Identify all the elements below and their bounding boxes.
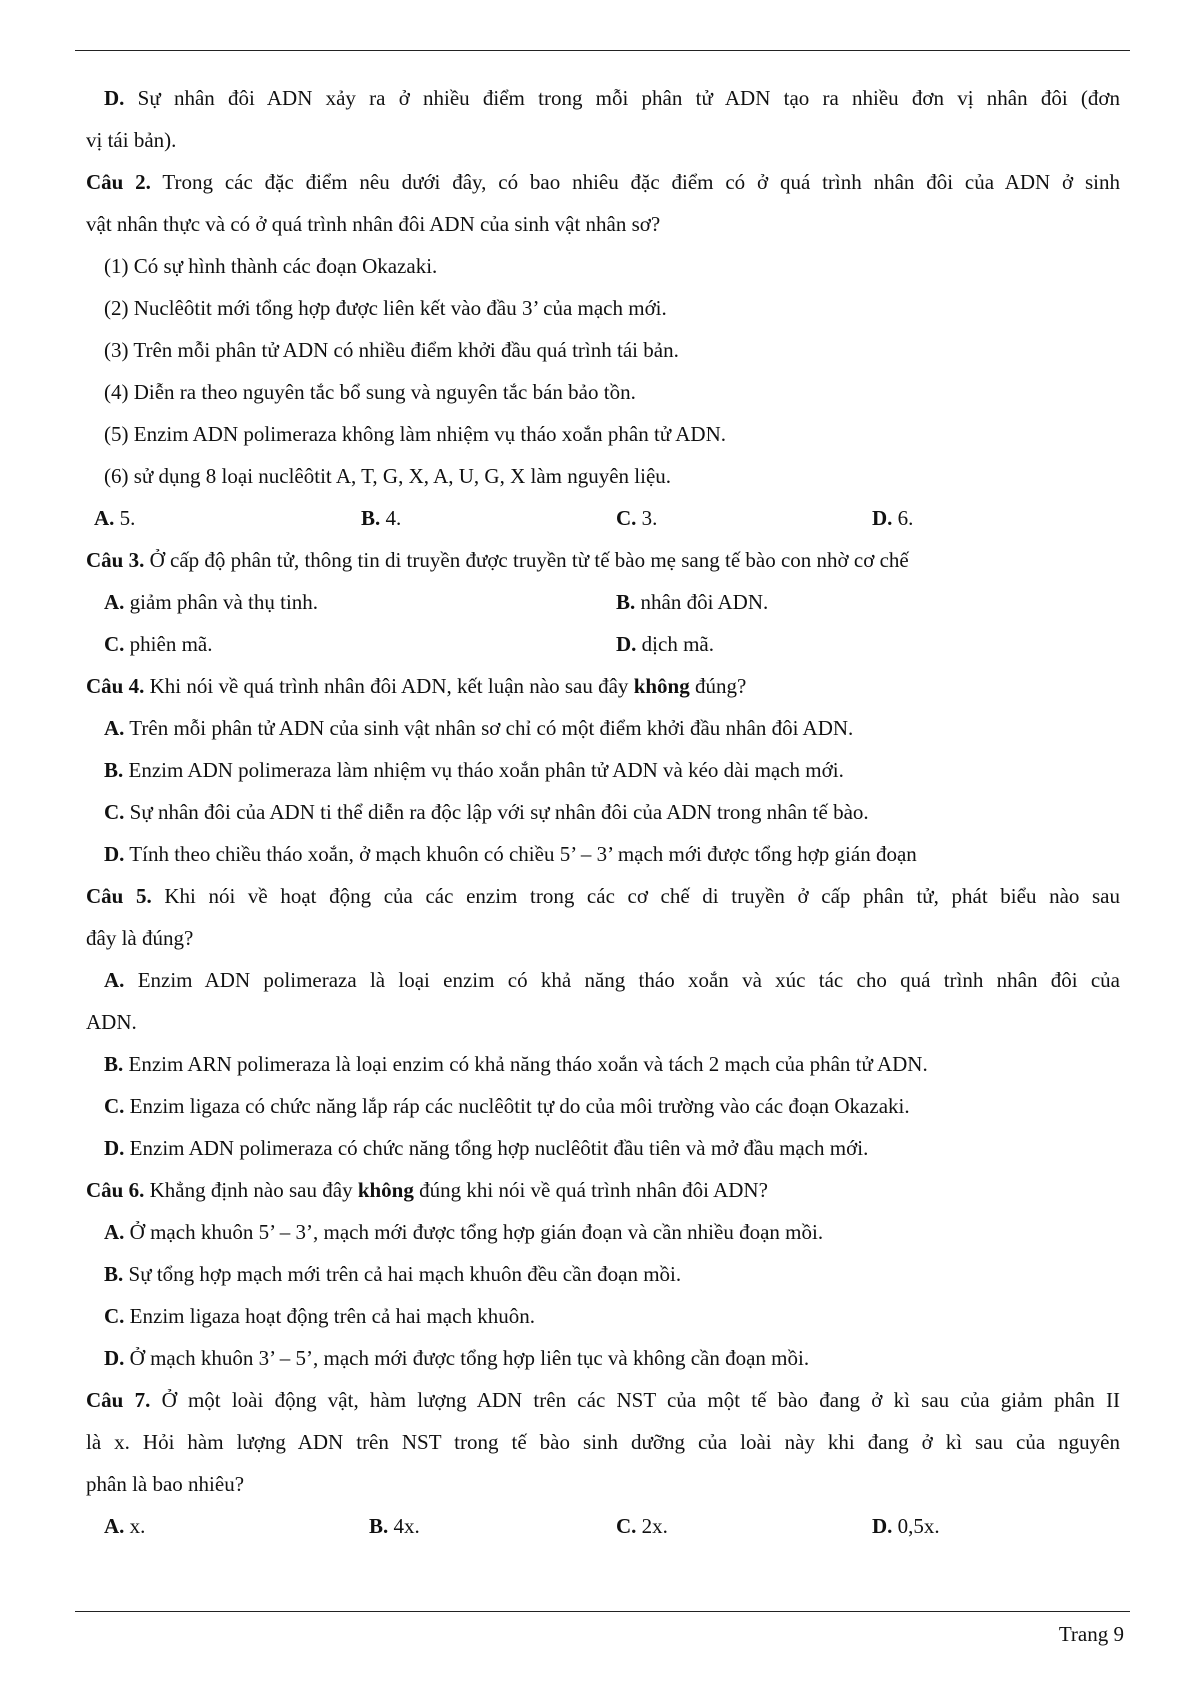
q3-option-c: [104, 623, 212, 665]
q7-stem-line3: [86, 1463, 1120, 1505]
option-text: Enzim ADN polimeraza làm nhiệm vụ tháo xoắn phân tử ADN và kéo dài mạch mới.: [128, 758, 844, 782]
option-letter: B.: [104, 1262, 124, 1286]
q2-options: [86, 497, 1120, 539]
q4-option-d: [86, 833, 1120, 875]
q5-option-d: [86, 1127, 1120, 1169]
question-label: Câu 6.: [86, 1178, 145, 1202]
q5-option-a-line2: [86, 1001, 1120, 1043]
q4-option-a: [86, 707, 1120, 749]
q3-option-b: [616, 581, 768, 623]
option-text: 3.: [641, 506, 658, 530]
question-text: Khi nói về quá trình nhân đôi ADN, kết luận nào sau đây: [149, 674, 629, 698]
q7-option-a: [104, 1505, 145, 1547]
option-letter: D.: [104, 842, 125, 866]
question-text: đúng?: [694, 674, 747, 698]
emphasis-text: không: [357, 1178, 414, 1202]
q3-option-a: [104, 581, 318, 623]
option-letter: D.: [104, 1136, 125, 1160]
option-text: Enzim ARN polimeraza là loại enzim có khả năng tháo xoắn và tách 2 mạch của phân tử ADN.: [128, 1052, 928, 1076]
option-text: ADN.: [86, 1010, 137, 1034]
q4-option-b: [86, 749, 1120, 791]
q6-option-c: [86, 1295, 1120, 1337]
q2-option-b: [361, 497, 401, 539]
option-letter: B.: [369, 1514, 389, 1538]
q7-option-d: [872, 1505, 940, 1547]
q2-statement-3: (3) Trên mỗi phân tử ADN có nhiều điểm khởi đầu quá trình tái bản.: [104, 338, 679, 362]
option-text: Trên mỗi phân tử ADN của sinh vật nhân sơ chỉ có một điểm khởi đầu nhân đôi ADN.: [129, 716, 854, 740]
option-text: Enzim ADN polimeraza có chức năng tổng hợp nuclêôtit đầu tiên và mở đầu mạch mới.: [129, 1136, 869, 1160]
q7-stem-line2: [86, 1421, 1120, 1463]
question-text: Khẳng định nào sau đây: [149, 1178, 353, 1202]
q2-option-d: [872, 497, 913, 539]
q4-option-c: [86, 791, 1120, 833]
option-text: 6.: [897, 506, 914, 530]
option-text: 5.: [119, 506, 136, 530]
option-letter: A.: [104, 716, 125, 740]
option-text: Enzim ADN polimeraza là loại enzim có khả năng tháo xoắn và xúc tác cho quá trình nhân đôi của: [137, 968, 1120, 992]
question-text: đây là đúng?: [86, 926, 194, 950]
q7-option-c: [616, 1505, 668, 1547]
q7-stem-line1: [86, 1379, 1120, 1421]
option-text: vị tái bản).: [86, 128, 177, 152]
q2-statement-1: (1) Có sự hình thành các đoạn Okazaki.: [104, 254, 438, 278]
q6-option-b: [86, 1253, 1120, 1295]
question-text: phân là bao nhiêu?: [86, 1472, 245, 1496]
option-letter: B.: [616, 590, 636, 614]
option-letter: D.: [616, 632, 637, 656]
q5-stem-line2: [86, 917, 1120, 959]
q3-options-row1: [86, 581, 1120, 623]
option-text: Sự nhân đôi ADN xảy ra ở nhiều điểm trong mỗi phân tử ADN tạo ra nhiều đơn vị nhân đôi (đơn: [137, 86, 1120, 110]
page-number: Trang 9: [1058, 1622, 1124, 1646]
question-label: Câu 4.: [86, 674, 145, 698]
q5-option-b: [86, 1043, 1120, 1085]
option-text: Sự tổng hợp mạch mới trên cả hai mạch khuôn đều cần đoạn mồi.: [128, 1262, 682, 1286]
q7-options: [86, 1505, 1120, 1547]
option-text: x.: [129, 1514, 146, 1538]
q1-option-d-line2: [86, 119, 1120, 161]
q2-statement-2: (2) Nuclêôtit mới tổng hợp được liên kết vào đầu 3’ của mạch mới.: [104, 296, 667, 320]
option-text: 4.: [385, 506, 402, 530]
option-letter: B.: [104, 1052, 124, 1076]
option-text: giảm phân và thụ tinh.: [129, 590, 319, 614]
question-label: Câu 5.: [86, 884, 152, 908]
option-text: Ở mạch khuôn 3’ – 5’, mạch mới được tổng hợp liên tục và không cần đoạn mồi.: [129, 1346, 810, 1370]
option-text: Tính theo chiều tháo xoắn, ở mạch khuôn có chiều 5’ – 3’ mạch mới được tổng hợp gián đoạn: [129, 842, 917, 866]
q3-options-row2: [86, 623, 1120, 665]
option-letter: D.: [872, 506, 893, 530]
q4-stem: [86, 665, 1120, 707]
q2-stem-line2: [86, 203, 1120, 245]
option-letter: A.: [104, 968, 125, 992]
page-content: [86, 77, 1120, 1547]
q6-option-d: [86, 1337, 1120, 1379]
option-text: dịch mã.: [641, 632, 714, 656]
q2-statement-4: (4) Diễn ra theo nguyên tắc bổ sung và nguyên tắc bán bảo tồn.: [104, 380, 636, 404]
question-text: vật nhân thực và có ở quá trình nhân đôi ADN của sinh vật nhân sơ?: [86, 212, 661, 236]
q2-option-a: [94, 497, 135, 539]
option-text: Sự nhân đôi của ADN ti thể diễn ra độc lập với sự nhân đôi của ADN trong nhân tế bào.: [129, 800, 869, 824]
emphasis-text: không: [633, 674, 690, 698]
option-letter: C.: [616, 1514, 637, 1538]
option-text: Ở mạch khuôn 5’ – 3’, mạch mới được tổng hợp gián đoạn và cần nhiều đoạn mồi.: [129, 1220, 824, 1244]
q2-statement-6: (6) sử dụng 8 loại nuclêôtit A, T, G, X, A, U, G, X làm nguyên liệu.: [104, 464, 672, 488]
option-letter: C.: [104, 632, 125, 656]
q6-option-a: [86, 1211, 1120, 1253]
q6-stem: [86, 1169, 1120, 1211]
option-letter: A.: [104, 1220, 125, 1244]
question-text: Ở cấp độ phân tử, thông tin di truyền được truyền từ tế bào mẹ sang tế bào con nhờ cơ chế: [149, 548, 909, 572]
q5-option-a-line1: [86, 959, 1120, 1001]
question-label: Câu 2.: [86, 170, 151, 194]
option-letter: B.: [104, 758, 124, 782]
q7-option-b: [369, 1505, 420, 1547]
option-text: nhân đôi ADN.: [640, 590, 769, 614]
q2-stem-line1: [86, 161, 1120, 203]
q5-stem-line1: [86, 875, 1120, 917]
option-letter: D.: [104, 86, 125, 110]
q5-option-c: [86, 1085, 1120, 1127]
option-text: 2x.: [641, 1514, 668, 1538]
q2-statement-5: (5) Enzim ADN polimeraza không làm nhiệm vụ tháo xoắn phân tử ADN.: [104, 422, 727, 446]
question-text: Trong các đặc điểm nêu dưới đây, có bao nhiêu đặc điểm có ở quá trình nhân đôi của ADN ở sinh: [162, 170, 1121, 194]
q3-option-d: [616, 623, 714, 665]
option-letter: A.: [104, 1514, 125, 1538]
option-text: Enzim ligaza hoạt động trên cả hai mạch khuôn.: [129, 1304, 535, 1328]
q3-stem: [86, 539, 1120, 581]
question-label: Câu 3.: [86, 548, 145, 572]
option-text: Enzim ligaza có chức năng lắp ráp các nuclêôtit tự do của môi trường vào các đoạn Okazaki.: [129, 1094, 910, 1118]
question-text: Khi nói về hoạt động của các enzim trong các cơ chế di truyền ở cấp phân tử, phát biểu nào sau: [164, 884, 1120, 908]
header-rule: [75, 50, 1130, 51]
option-letter: C.: [104, 1094, 125, 1118]
option-text: 4x.: [393, 1514, 420, 1538]
q1-option-d-line1: [86, 77, 1120, 119]
option-letter: C.: [104, 800, 125, 824]
question-label: Câu 7.: [86, 1388, 151, 1412]
option-letter: A.: [94, 506, 115, 530]
question-text: là x. Hỏi hàm lượng ADN trên NST trong tế bào sinh dưỡng của loài này khi đang ở kì sau của nguyên: [86, 1430, 1120, 1454]
option-letter: A.: [104, 590, 125, 614]
option-letter: C.: [104, 1304, 125, 1328]
q2-option-c: [616, 497, 657, 539]
option-text: 0,5x.: [897, 1514, 940, 1538]
option-letter: B.: [361, 506, 381, 530]
footer-rule: [75, 1611, 1130, 1612]
option-letter: D.: [872, 1514, 893, 1538]
option-letter: C.: [616, 506, 637, 530]
option-letter: D.: [104, 1346, 125, 1370]
question-text: Ở một loài động vật, hàm lượng ADN trên các NST của một tế bào đang ở kì sau của giảm phân II: [161, 1388, 1120, 1412]
option-text: phiên mã.: [129, 632, 213, 656]
question-text: đúng khi nói về quá trình nhân đôi ADN?: [419, 1178, 768, 1202]
